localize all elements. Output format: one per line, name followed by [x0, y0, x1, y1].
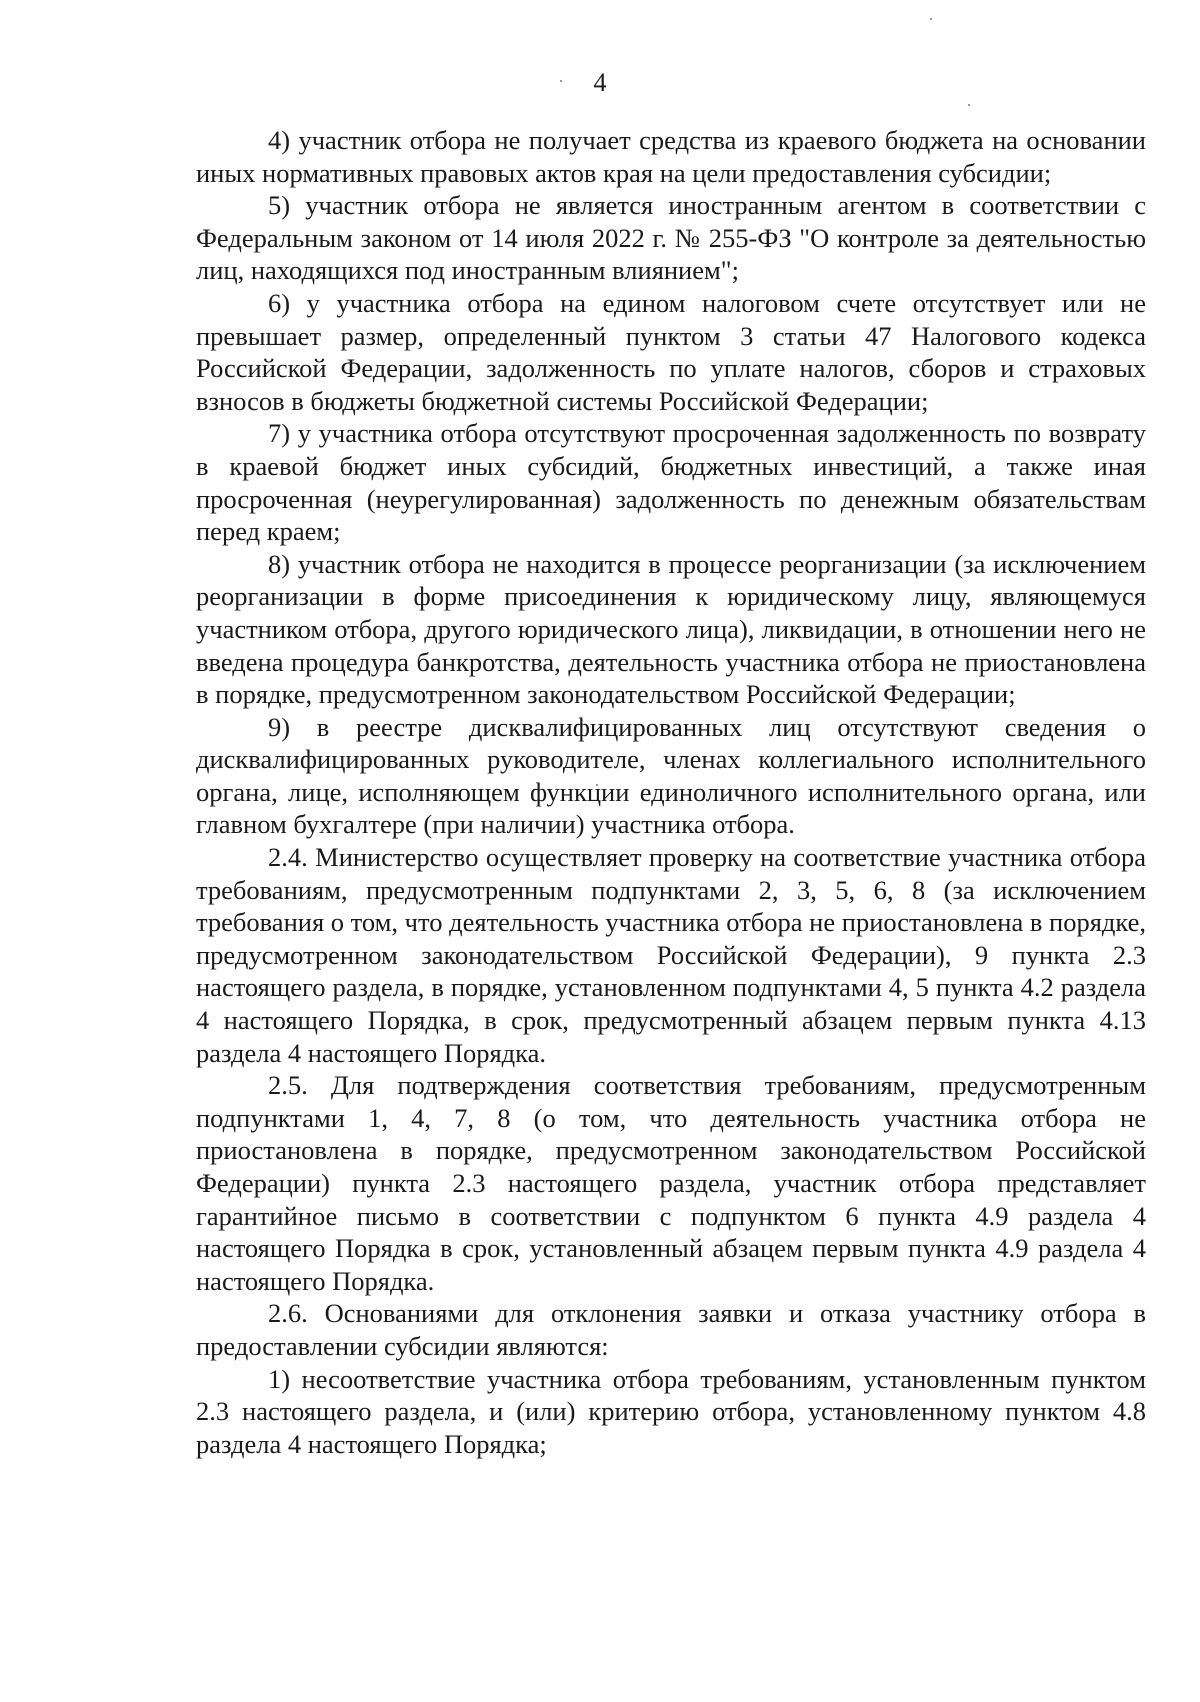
document-body	[196, 124, 1146, 1460]
paragraph-item-5: 5) участник отбора не является иностранным агентом в соответствии с Федеральным законом от 14 июля 2022 г. № 255-ФЗ "О контроле за деятельностью лиц, находящихся под иностранным влиянием";	[196, 190, 1146, 286]
paragraph-2-6: 2.6. Основаниями для отклонения заявки и отказа участнику отбора в предоставлении субсидии являются:	[196, 1298, 1146, 1361]
paragraph-item-8: 8) участник отбора не находится в процессе реорганизации (за исключением реорганизации в форме присоединения к юридическому лицу, являющемуся участником отбора, другого юридического лица), ликвидации, в отношении него не введена процедура банкротства, деятельность участника отбора не приостановлена в порядке, предусмотренном законодательством Российской Федерации;	[196, 548, 1146, 710]
paragraph-2-6-item-1: 1) несоответствие участника отбора требованиям, установленным пунктом 2.3 настоящего раздела, и (или) критерию отбора, установленному пунктом 4.8 раздела 4 настоящего Порядка;	[196, 1363, 1146, 1459]
scan-speck	[560, 80, 562, 82]
paragraph-item-4: 4) участник отбора не получает средства из краевого бюджета на основании иных нормативных правовых актов края на цели предоставления субсидии;	[196, 125, 1146, 188]
paragraph-item-7: 7) у участника отбора отсутствуют просроченная задолженность по возврату в краевой бюджет иных субсидий, бюджетных инвестиций, а также иная просроченная (неурегулированная) задолженность по денежным обязательствам перед краем;	[196, 418, 1146, 547]
paragraph-2-5: 2.5. Для подтверждения соответствия требованиям, предусмотренным подпунктами 1, 4, 7, 8 (о том, что деятельность участника отбора не приостановлена в порядке, предусмотренном законодательством Российской Федерации) пункта 2.3 настоящего раздела, участник отбора представляет гарантийное письмо в соответствии с подпунктом 6 пункта 4.9 раздела 4 настоящего Порядка в срок, установленный абзацем первым пункта 4.9 раздела 4 настоящего Порядка.	[196, 1070, 1146, 1296]
scan-speck	[968, 104, 970, 106]
scan-speck	[930, 18, 932, 20]
paragraph-2-4: 2.4. Министерство осуществляет проверку на соответствие участника отбора требованиям, предусмотренным подпунктами 2, 3, 5, 6, 8 (за исключением требования о том, что деятельность участника отбора не приостановлена в порядке, предусмотренном законодательством Российской Федерации), 9 пункта 2.3 настоящего раздела, в порядке, установленном подпунктами 4, 5 пункта 4.2 раздела 4 настоящего Порядка, в срок, предусмотренный абзацем первым пункта 4.13 раздела 4 настоящего Порядка.	[196, 842, 1146, 1068]
paragraph-item-9: 9) в реестре дисквалифицированных лиц отсутствуют сведения о дисквалифицированных руководителе, членах коллегиального исполнительного органа, лице, исполняющем функции единоличного исполнительного органа, или главном бухгалтере (при наличии) участника отбора.	[196, 711, 1146, 840]
page-number: 4	[593, 68, 607, 97]
paragraph-item-6: 6) у участника отбора на едином налоговом счете отсутствует или не превышает размер, определенный пунктом 3 статьи 47 Налогового кодекса Российской Федерации, задолженность по уплате налогов, сборов и страховых взносов в бюджеты бюджетной системы Российской Федерации;	[196, 287, 1146, 416]
